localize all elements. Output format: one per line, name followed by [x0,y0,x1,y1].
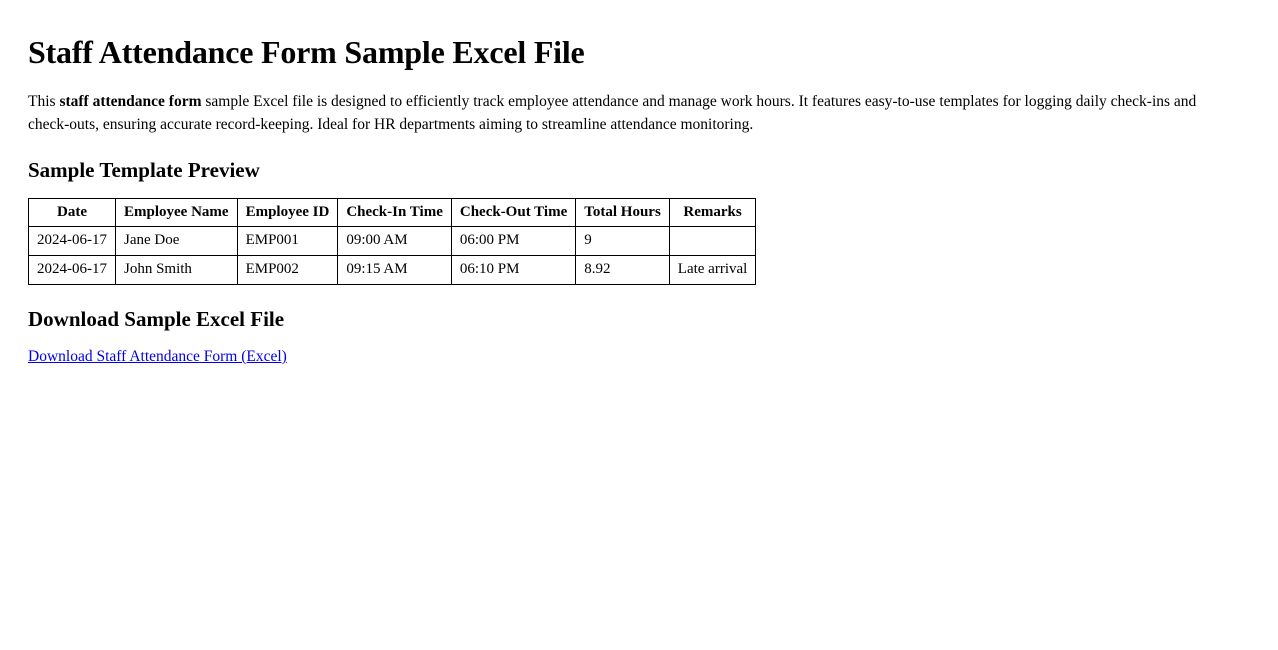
table-header-check-in-time: Check-In Time [338,198,452,227]
table-header-date: Date [29,198,116,227]
intro-paragraph [28,91,1238,136]
table-header-total-hours: Total Hours [576,198,670,227]
page-title: Staff Attendance Form Sample Excel File [28,34,585,70]
cell-total-hours: 9 [576,227,670,256]
table-header-employee-name: Employee Name [116,198,238,227]
table-header-check-out-time: Check-Out Time [451,198,575,227]
cell-employee-name: John Smith [116,256,238,285]
intro-text-after: sample Excel file is designed to efficiently track employee attendance and manage work hours. It features easy-to-use templates for logging daily check-ins and check-outs, ensuring accurate record-keeping. Ideal for HR departments aiming to streamline attendance monitoring. [28,93,1197,133]
table-row [29,227,756,256]
cell-employee-id: EMP001 [237,227,338,256]
table-header-employee-id: Employee ID [237,198,338,227]
intro-text-bold: staff attendance form [59,93,202,111]
cell-remarks: Late arrival [669,256,756,285]
intro-text-before: This [28,93,60,111]
download-excel-link[interactable]: Download Staff Attendance Form (Excel) [28,347,287,365]
cell-check-in: 09:15 AM [338,256,452,285]
cell-date: 2024-06-17 [29,256,116,285]
cell-total-hours: 8.92 [576,256,670,285]
table-row [29,256,756,285]
table-header-row [29,198,756,227]
cell-check-out: 06:00 PM [451,227,575,256]
sample-template-preview-heading: Sample Template Preview [28,158,260,183]
cell-check-in: 09:00 AM [338,227,452,256]
cell-check-out: 06:10 PM [451,256,575,285]
download-section-heading: Download Sample Excel File [28,306,285,331]
cell-employee-name: Jane Doe [116,227,238,256]
download-link-wrapper [28,348,1250,366]
cell-date: 2024-06-17 [29,227,116,256]
table-header-remarks: Remarks [669,198,756,227]
attendance-preview-table [28,198,756,285]
cell-remarks [669,227,756,256]
cell-employee-id: EMP002 [237,256,338,285]
